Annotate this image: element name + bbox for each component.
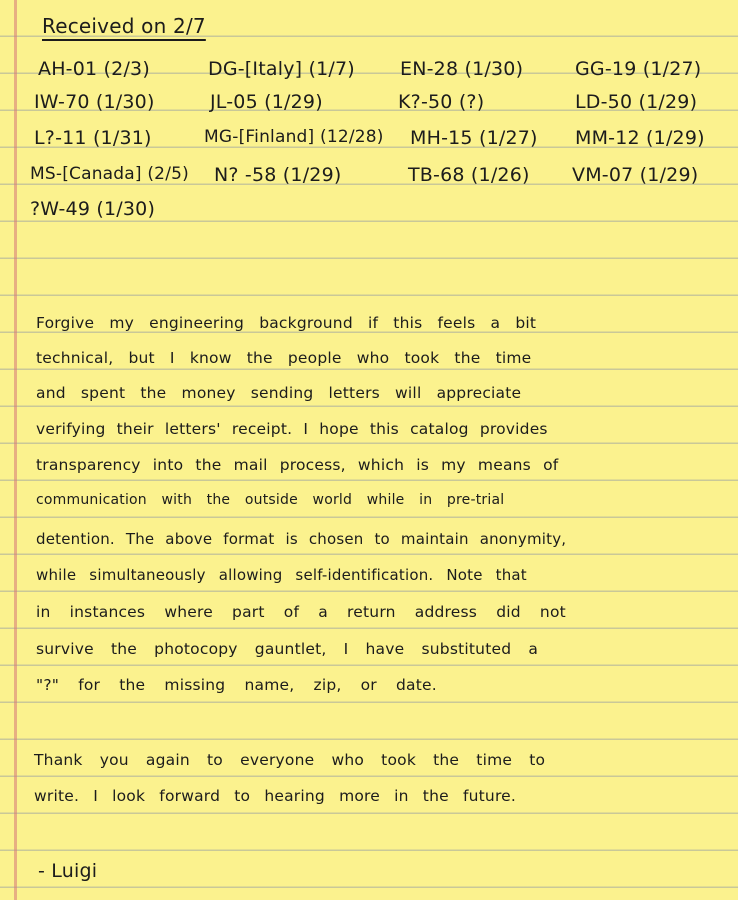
entry-item: MG-[Finland] (12/28) [204,127,384,147]
entry-item: VM-07 (1/29) [572,164,699,186]
entry-item: LD-50 (1/29) [575,91,698,113]
paragraph-line: "?" for the missing name, zip, or date. [36,676,437,694]
paragraph-line: technical, but I know the people who took the time [36,349,532,367]
entry-item: IW-70 (1/30) [34,91,155,113]
paragraph-line: communication with the outside world while in pre-trial [36,492,505,508]
entry-item: N? -58 (1/29) [214,164,342,186]
paragraph-line: Thank you again to everyone who took the time to [34,751,546,769]
paragraph-line: and spent the money sending letters will appreciate [36,384,522,402]
note-heading: Received on 2/7 [42,14,206,38]
entry-item: MM-12 (1/29) [575,127,705,149]
entry-item: L?-11 (1/31) [34,127,152,149]
paragraph-line: while simultaneously allowing self-identification. Note that [36,566,527,584]
margin-line [14,0,17,900]
paragraph-line: Forgive my engineering background if this feels a bit [36,314,537,332]
entry-item: AH-01 (2/3) [38,58,150,80]
entry-item: ?W-49 (1/30) [30,198,156,220]
paragraph-line: detention. The above format is chosen to maintain anonymity, [36,530,567,548]
paragraph-line: write. I look forward to hearing more in the future. [34,787,517,805]
entry-item: K?-50 (?) [398,91,485,113]
entry-item: EN-28 (1/30) [400,58,524,80]
paragraph-line: verifying their letters' receipt. I hope this catalog provides [36,420,548,438]
entry-item: MH-15 (1/27) [410,127,538,149]
paragraph-line: in instances where part of a return address did not [36,603,566,621]
entry-item: TB-68 (1/26) [408,164,530,186]
paragraph-line: transparency into the mail process, which is my means of [36,456,559,474]
entry-item: JL-05 (1/29) [210,91,323,113]
entry-item: MS-[Canada] (2/5) [30,164,189,184]
signature: - Luigi [38,860,98,882]
paragraph-line: survive the photocopy gauntlet, I have substituted a [36,640,539,658]
entry-item: DG-[Italy] (1/7) [208,58,355,80]
entry-item: GG-19 (1/27) [575,58,702,80]
